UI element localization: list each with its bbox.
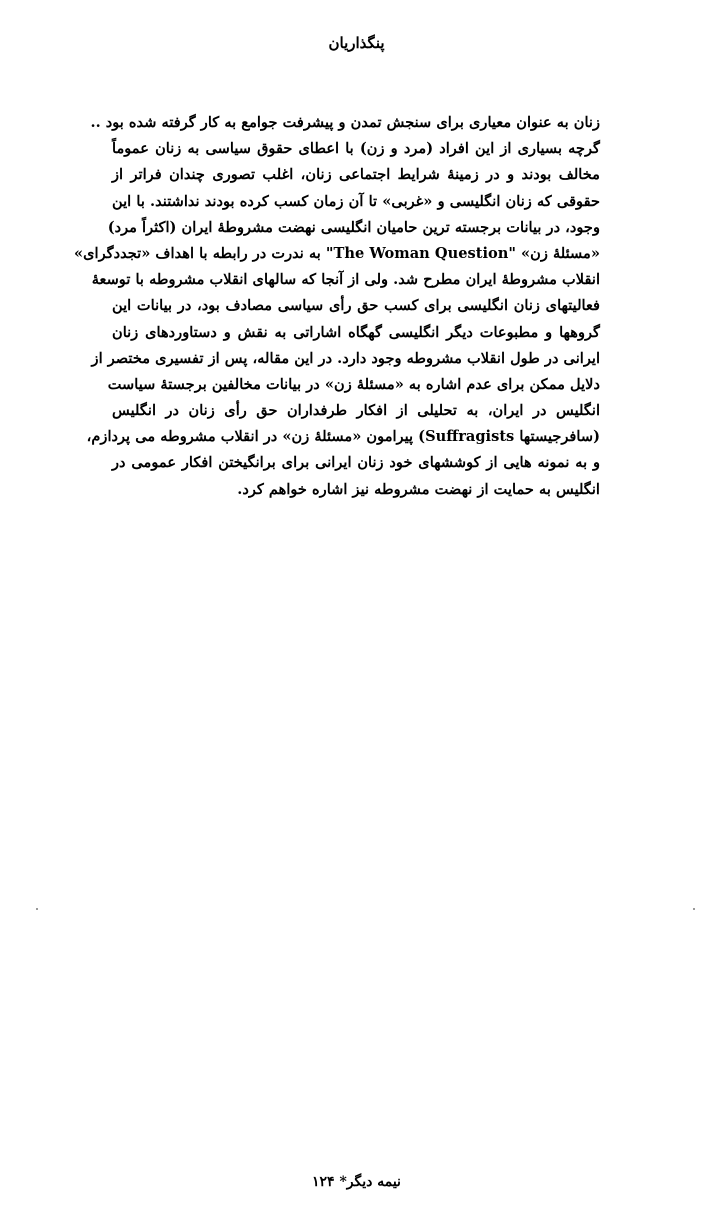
text-line-10: ایرانی در طول انقلاب مشروطه وجود دارد. در این مقاله، پس از تفسیری مختصر از [91, 349, 600, 367]
body-paragraph [73, 110, 600, 503]
text-line-11: دلایل ممکن برای عدم اشاره به «مسئلهٔ زن» در بیانات مخالفین برجستهٔ سیاست [107, 375, 600, 393]
text-line-1: زنان به عنوان معیاری برای سنجش تمدن و پیشرفت جوامع به کار گرفته شده بود .. [90, 114, 600, 131]
text-line-13: (سافرجیستها Suffragists) پیرامون «مسئلهٔ زن» در انقلاب مشروطه می پردازم، [86, 428, 600, 446]
text-line-8: فعالیتهای زنان انگلیسی برای کسب حق رأی سیاسی مصادف بود، در بیانات این [112, 297, 600, 315]
text-line-14: و به نمونه هایی از کوششهای خود زنان ایرانی برای برانگیختن افکار عمومی در [112, 454, 600, 472]
text-line-15: انگلیس به حمایت از نهضت مشروطه نیز اشاره خواهم کرد. [237, 480, 600, 498]
running-head-title: پنگذاریان [328, 34, 385, 52]
text-line-3: مخالف بودند و در زمینهٔ شرایط اجتماعی زنان، اغلب تصوری چندان فراتر از [112, 166, 600, 184]
text-line-4: حقوقی که زنان انگلیسی و «غربی» تا آن زمان کسب کرده بودند نداشتند. با این [112, 192, 600, 210]
text-line-2: گرچه بسیاری از این افراد (مرد و زن) با اعطای حقوق سیاسی به زنان عموماً [112, 140, 600, 158]
scan-speck [693, 908, 695, 910]
text-line-12: انگلیس در ایران، به تحلیلی از افکار طرفداران حق رأی زنان در انگلیس [112, 402, 600, 420]
text-line-9: گروهها و مطبوعات دیگر انگلیسی گهگاه اشاراتی به نقش و دستاوردهای زنان [112, 323, 600, 341]
scan-speck [36, 908, 38, 910]
text-line-5: وجود، در بیانات برجسته ترین حامیان انگلیسی نهضت مشروطهٔ ایران (اکثراً مرد) [107, 218, 600, 236]
page-folio: نیمه دیگر* ۱۲۴ [312, 1174, 401, 1190]
text-line-6: «مسئلهٔ زن» "The Woman Question" به ندرت در رابطه با اهداف «تجددگرای» [73, 244, 600, 262]
text-line-7: انقلاب مشروطهٔ ایران مطرح شد. ولی از آنجا که سالهای انقلاب مشروطه با توسعهٔ [91, 271, 600, 289]
